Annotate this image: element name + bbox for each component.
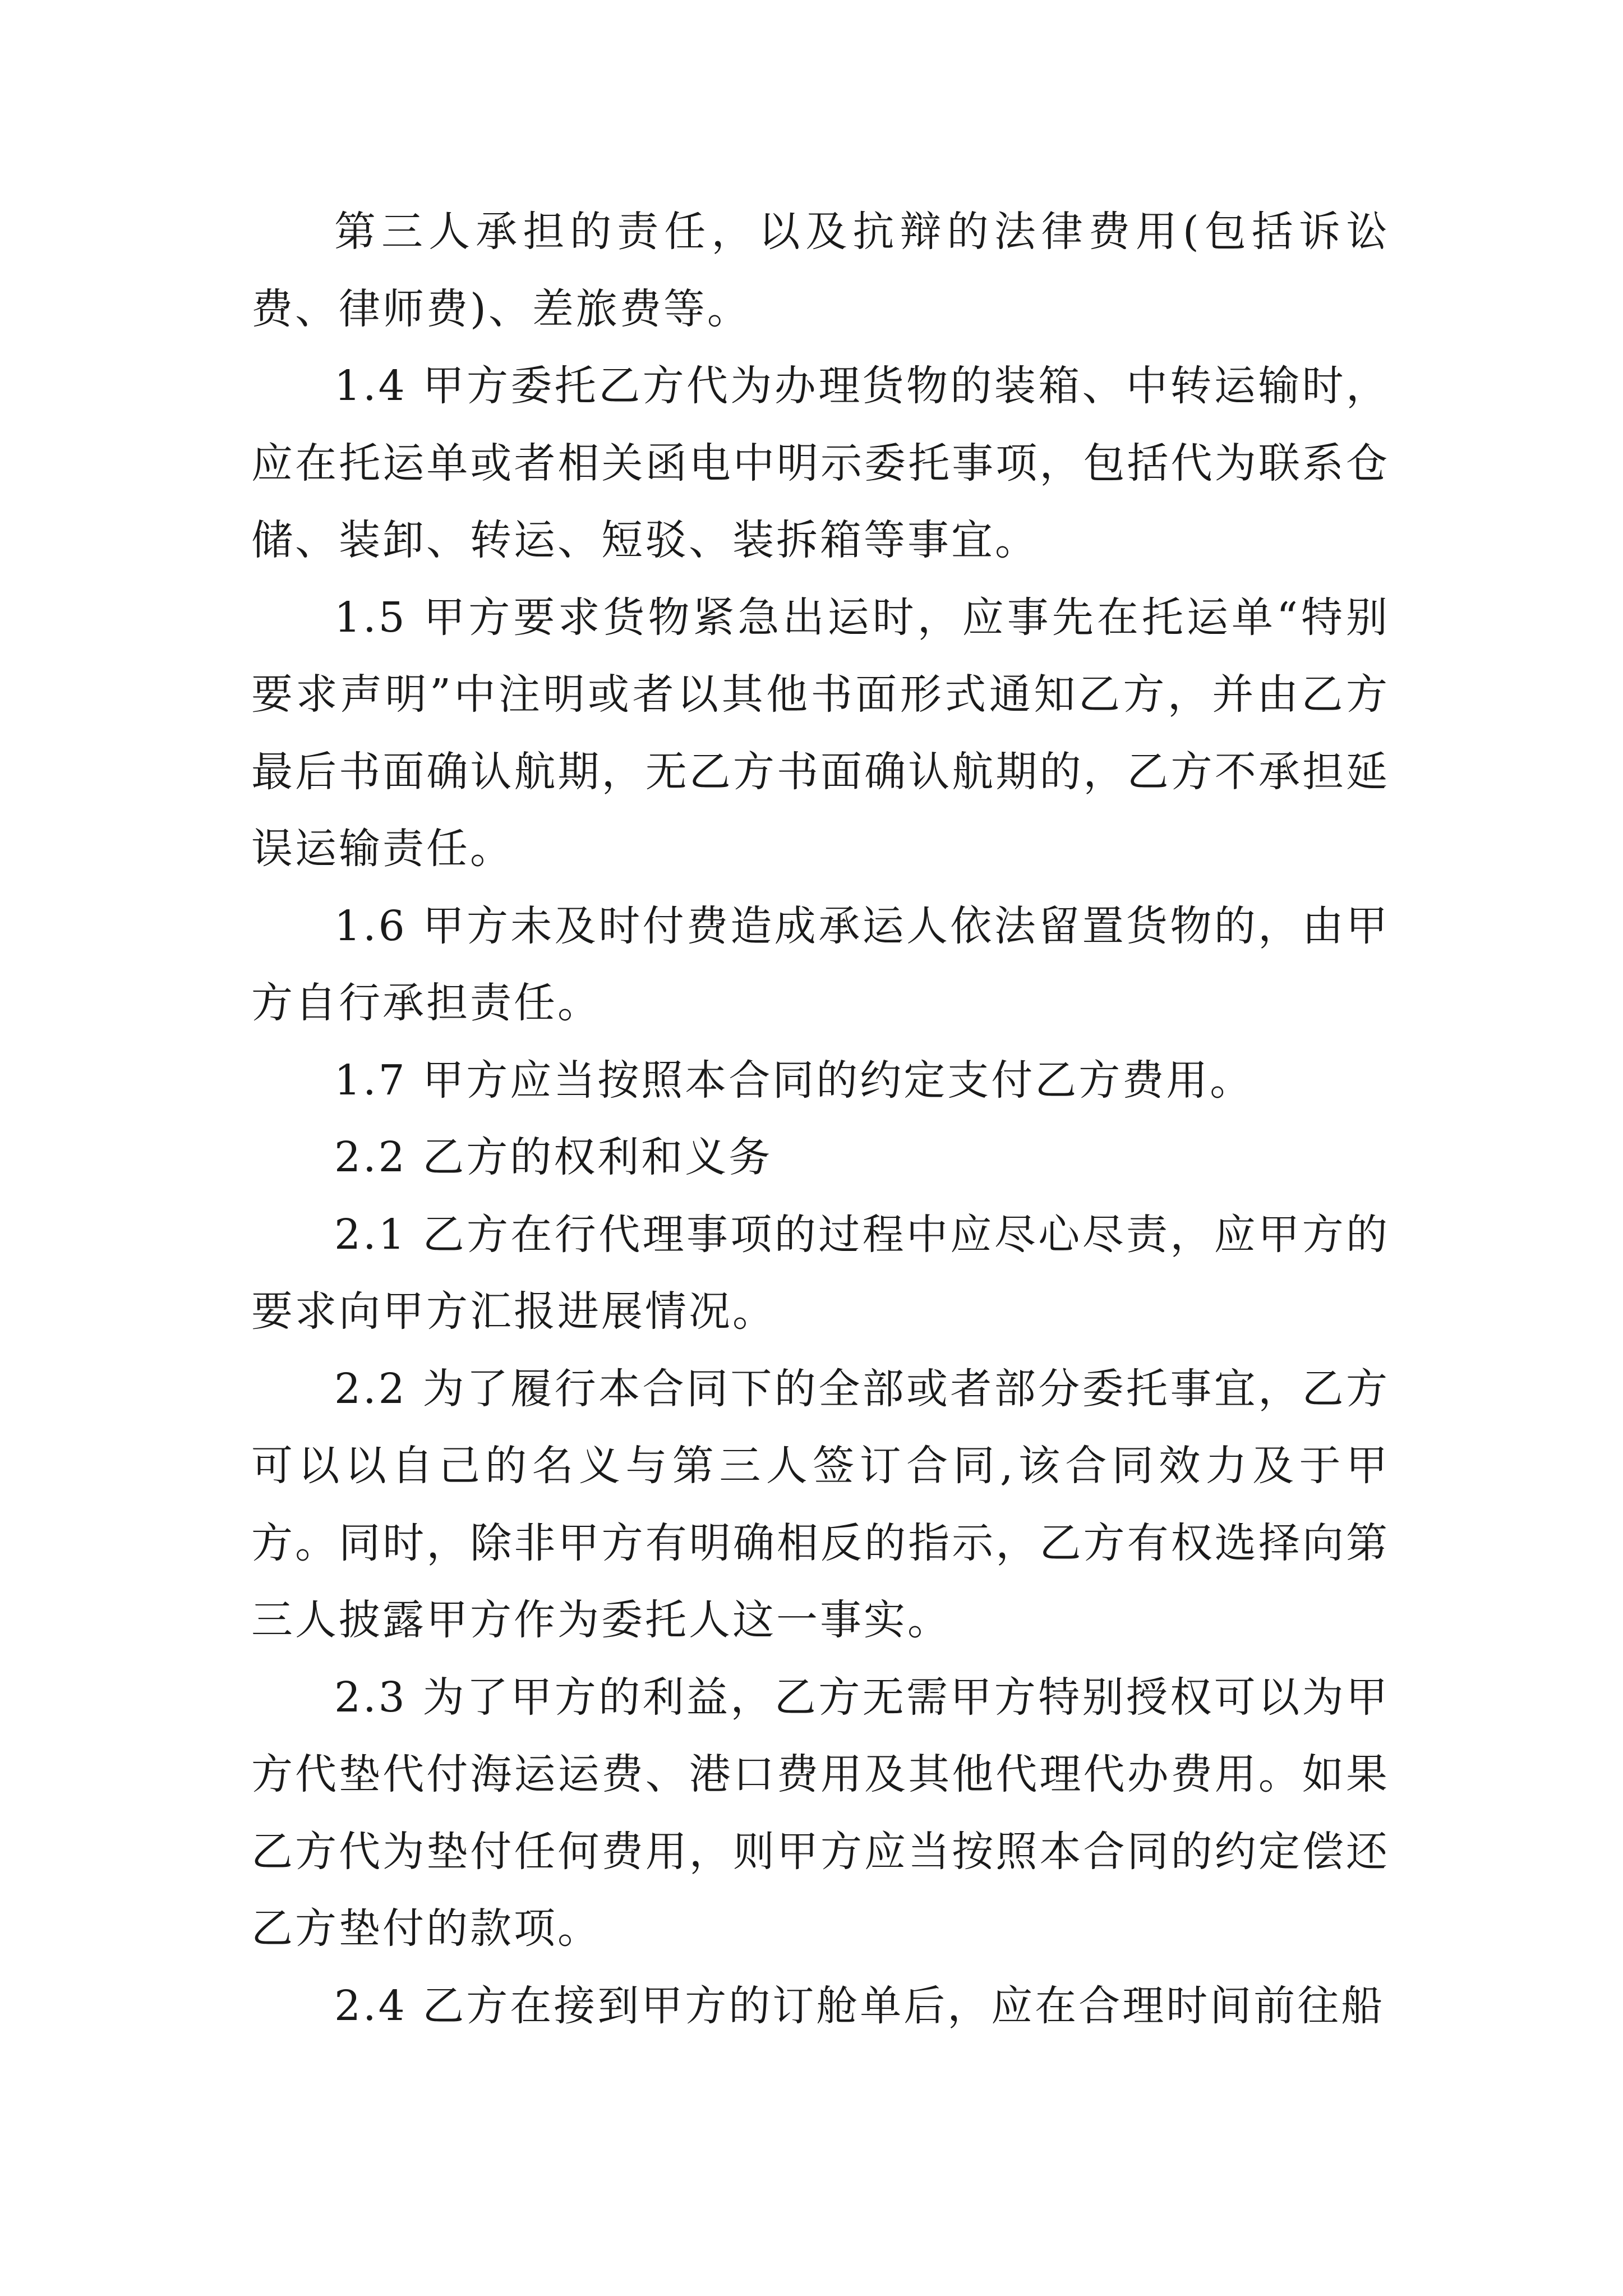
paragraph-1-6: 1.6 甲方未及时付费造成承运人依法留置货物的，由甲方自行承担责任。 — [251, 901, 1390, 1027]
paragraph-2-1: 2.1 乙方在行代理事项的过程中应尽心尽责，应甲方的要求向甲方汇报进展情况。 — [251, 1210, 1390, 1336]
section-heading-2-2: 2.2 乙方的权利和义务 — [334, 1133, 773, 1181]
paragraph-1-5: 1.5 甲方要求货物紧急出运时，应事先在托运单“特别要求声明”中注明或者以其他书面形式通知乙方，并由乙方最后书面确认航期，无乙方书面确认航期的，乙方不承担延误运输责任。 — [251, 593, 1390, 873]
paragraph-2-3: 2.3 为了甲方的利益，乙方无需甲方特别授权可以为甲方代垫代付海运运费、港口费用及其他代理代办费用。如果乙方代为垫付任何费用，则甲方应当按照本合同的约定偿还乙方垫付的款项。 — [251, 1673, 1390, 1953]
paragraph-2-4: 2.4 乙方在接到甲方的订舱单后，应在合理时间前往船 — [334, 1981, 1385, 2030]
paragraph-1-7: 1.7 甲方应当按照本合同的约定支付乙方费用。 — [334, 1056, 1254, 1105]
paragraph-2-2: 2.2 为了履行本合同下的全部或者部分委托事宜，乙方可以以自己的名义与第三人签订合同,该合同效力及于甲方。同时，除非甲方有明确相反的指示，乙方有权选择向第三人披露甲方作为委托人这一事实。 — [251, 1364, 1390, 1644]
paragraph-liability-costs: 第三人承担的责任，以及抗辩的法律费用(包括诉讼费、律师费)、差旅费等。 — [251, 208, 1390, 333]
paragraph-1-4: 1.4 甲方委托乙方代为办理货物的装箱、中转运输时，应在托运单或者相关函电中明示委托事项，包括代为联系仓储、装卸、转运、短驳、装拆箱等事宜。 — [251, 362, 1390, 564]
document-body — [251, 194, 1390, 2045]
